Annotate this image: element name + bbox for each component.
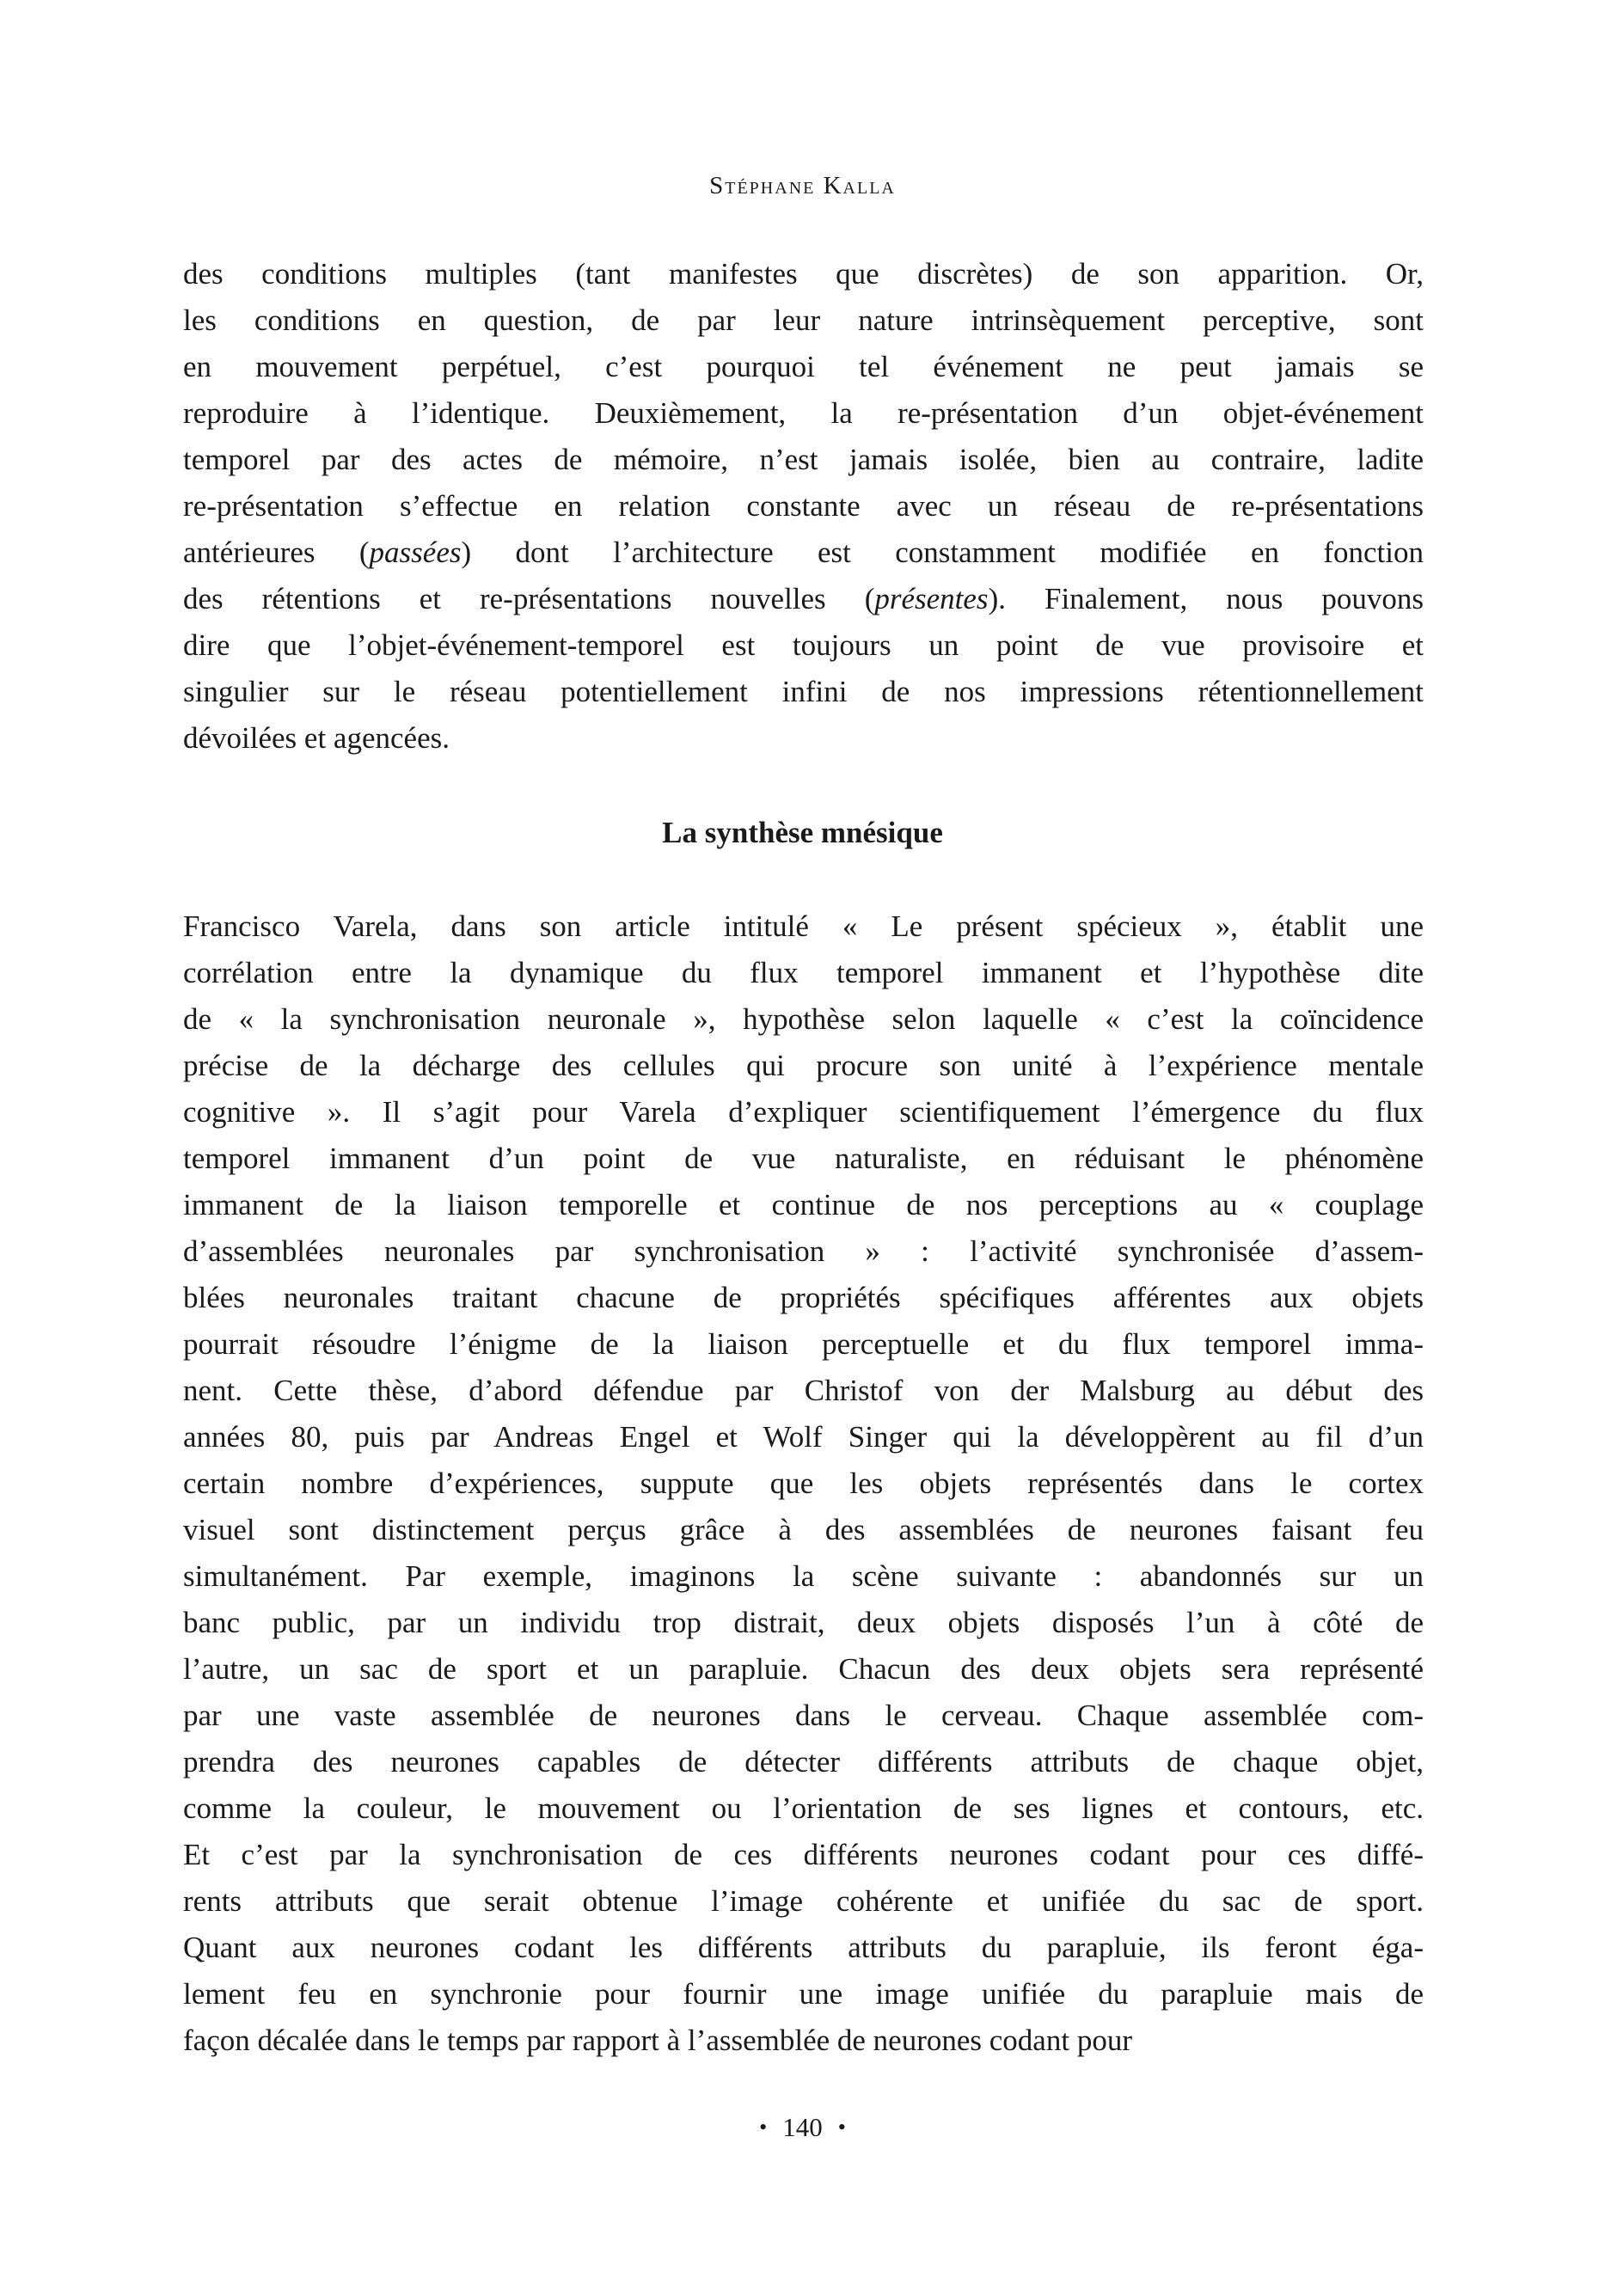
text-line: les conditions en question, de par leur nature intrinsèquement perceptive, sont	[183, 303, 1424, 337]
text-line: reproduire à l’identique. Deuxièmement, la re-présentation d’un objet-événement	[183, 396, 1424, 430]
paragraph-2	[183, 903, 1424, 2064]
text-line: d’assemblées neuronales par synchronisation » : l’activité synchronisée d’assem-	[183, 1234, 1424, 1268]
text-line: années 80, puis par Andreas Engel et Wolf Singer qui la développèrent au fil d’un	[183, 1420, 1424, 1454]
text-line: comme la couleur, le mouvement ou l’orientation de ses lignes et contours, etc.	[183, 1791, 1424, 1825]
text-line: temporel par des actes de mémoire, n’est jamais isolée, bien au contraire, ladite	[183, 443, 1424, 476]
text-line: immanent de la liaison temporelle et continue de nos perceptions au « couplage	[183, 1188, 1424, 1221]
text-line: dévoilées et agencées.	[183, 721, 450, 755]
text-line: temporel immanent d’un point de vue naturaliste, en réduisant le phénomène	[183, 1142, 1424, 1175]
text-line: certain nombre d’expériences, suppute que les objets représentés dans le cortex	[183, 1466, 1424, 1500]
text-line: façon décalée dans le temps par rapport à l’assemblée de neurones codant pour	[183, 2024, 1132, 2057]
text-line: Et c’est par la synchronisation de ces différents neurones codant pour ces diffé-	[183, 1838, 1424, 1871]
text-line: pourrait résoudre l’énigme de la liaison perceptuelle et du flux temporel imma-	[183, 1327, 1424, 1361]
text-line-with-italic: des rétentions et re-présentations nouvelles (présentes). Finalement, nous pouvons	[183, 582, 1424, 615]
text-line: par une vaste assemblée de neurones dans le cerveau. Chaque assemblée com-	[183, 1699, 1424, 1732]
paragraph-1	[183, 251, 1424, 762]
running-header: Stéphane Kalla	[709, 172, 896, 199]
section-heading: La synthèse mnésique	[662, 816, 943, 849]
italic-word: présentes	[874, 582, 989, 615]
text-line: lement feu en synchronie pour fournir une image unifiée du parapluie mais de	[183, 1977, 1424, 2011]
page-number-value: 140	[782, 2112, 823, 2142]
text-line: visuel sont distinctement perçus grâce à des assemblées de neurones faisant feu	[183, 1513, 1424, 1546]
page-number	[0, 2109, 1605, 2146]
text-line: Francisco Varela, dans son article intitulé « Le présent spécieux », établit une	[183, 909, 1424, 943]
text-line: en mouvement perpétuel, c’est pourquoi tel événement ne peut jamais se	[183, 350, 1424, 383]
text-line: précise de la décharge des cellules qui procure son unité à l’expérience mentale	[183, 1049, 1424, 1082]
text-line: singulier sur le réseau potentiellement infini de nos impressions rétentionnellement	[183, 675, 1424, 708]
text-line-with-italic: antérieures (passées) dont l’architecture est constamment modifiée en fonction	[183, 536, 1424, 569]
text-line: de « la synchronisation neuronale », hypothèse selon laquelle « c’est la coïncidence	[183, 1002, 1424, 1036]
italic-word: passées	[369, 536, 462, 569]
text-line: blées neuronales traitant chacune de propriétés spécifiques afférentes aux objets	[183, 1281, 1424, 1314]
text-line: nent. Cette thèse, d’abord défendue par Christof von der Malsburg au début des	[183, 1374, 1424, 1407]
text-line: simultanément. Par exemple, imaginons la scène suivante : abandonnés sur un	[183, 1559, 1424, 1593]
text-line: l’autre, un sac de sport et un parapluie. Chacun des deux objets sera représenté	[183, 1652, 1424, 1686]
text-line: cognitive ». Il s’agit pour Varela d’expliquer scientifiquement l’émergence du flux	[183, 1095, 1424, 1129]
ornament-left: •	[759, 2115, 768, 2140]
text-line: corrélation entre la dynamique du flux temporel immanent et l’hypothèse dite	[183, 956, 1424, 989]
ornament-right: •	[837, 2115, 846, 2140]
text-line: prendra des neurones capables de détecter différents attributs de chaque objet,	[183, 1745, 1424, 1779]
text-line: rents attributs que serait obtenue l’image cohérente et unifiée du sac de sport.	[183, 1884, 1424, 1918]
text-line: banc public, par un individu trop distrait, deux objets disposés l’un à côté de	[183, 1606, 1424, 1639]
text-line: des conditions multiples (tant manifestes que discrètes) de son apparition. Or,	[183, 257, 1424, 291]
text-line: dire que l’objet-événement-temporel est toujours un point de vue provisoire et	[183, 628, 1424, 662]
text-line: re-présentation s’effectue en relation constante avec un réseau de re-présentations	[183, 489, 1424, 523]
text-line: Quant aux neurones codant les différents attributs du parapluie, ils feront éga-	[183, 1931, 1424, 1964]
